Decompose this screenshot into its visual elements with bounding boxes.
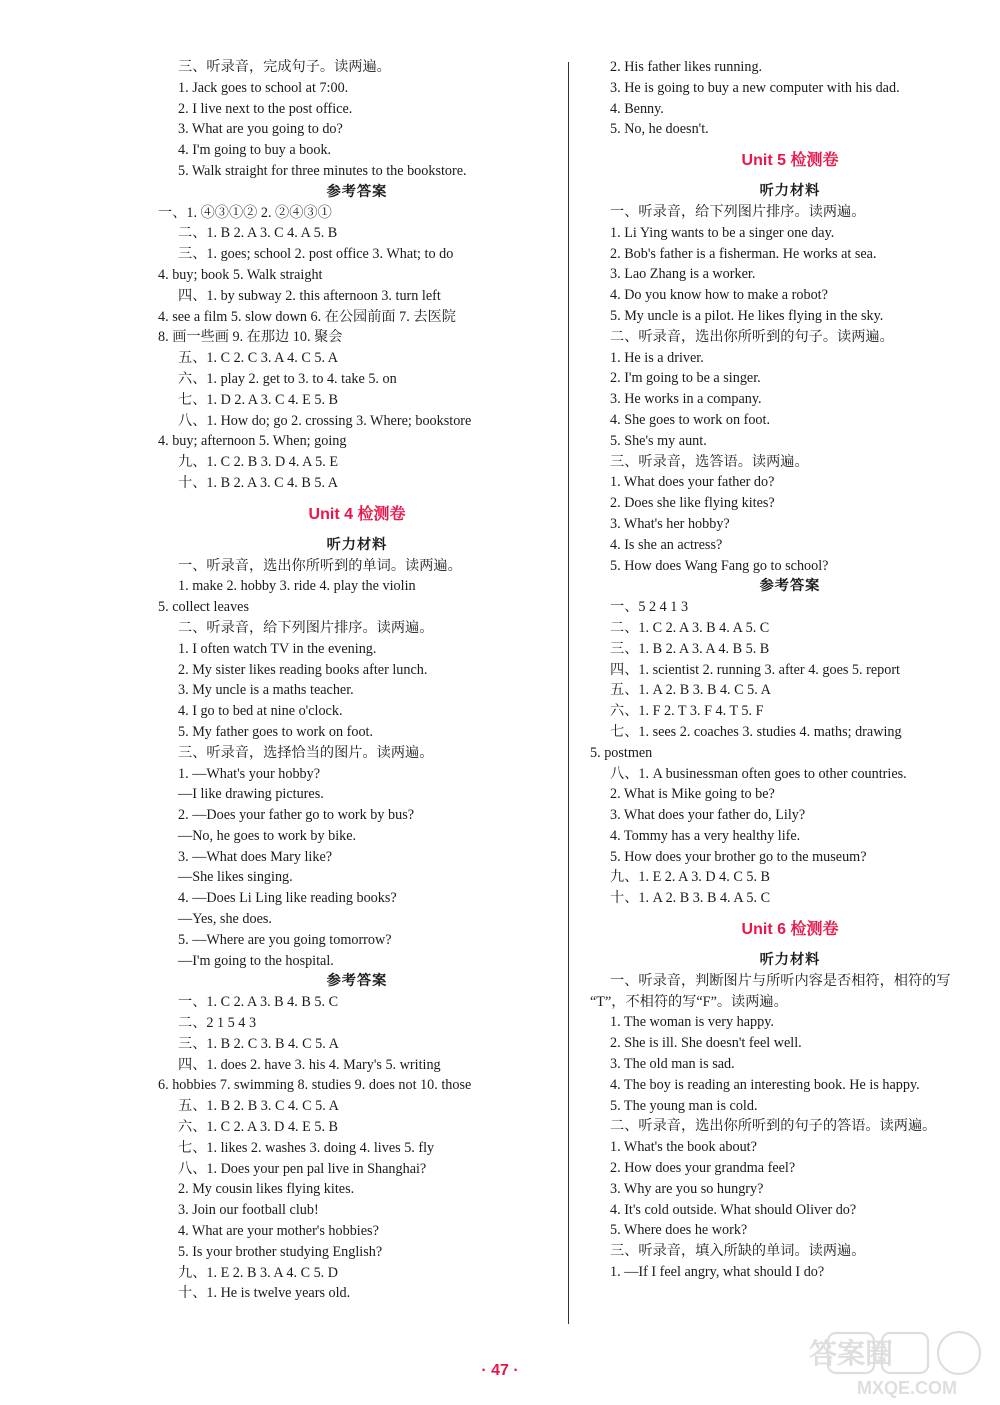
text-line: 六、1. play 2. get to 3. to 4. take 5. on: [178, 370, 397, 387]
section-heading: 听力材料: [759, 952, 821, 969]
text-line: 4. Tommy has a very healthy life.: [610, 827, 801, 844]
text-line: 1. Li Ying wants to be a singer one day.: [610, 224, 835, 241]
text-line: 5. My father goes to work on foot.: [178, 723, 374, 740]
text-line: 3. Join our football club!: [178, 1202, 319, 1219]
text-line: 二、2 1 5 4 3: [178, 1015, 257, 1032]
text-line: 一、听录音，给下列图片排序。读两遍。: [610, 203, 866, 220]
text-line: 3. Lao Zhang is a worker.: [610, 266, 756, 283]
section-heading: 参考答案: [759, 578, 821, 595]
text-line: 2. She is ill. She doesn't feel well.: [610, 1035, 802, 1052]
text-line: —No, he goes to work by bike.: [178, 827, 357, 844]
text-line: 4. The boy is reading an interesting book. He is happy.: [610, 1076, 920, 1093]
text-line: 8. 画一些画 9. 在那边 10. 聚会: [158, 329, 343, 346]
unit-title: Unit 4 检测卷: [308, 505, 406, 523]
text-line: 2. How does your grandma feel?: [610, 1160, 796, 1177]
text-line: 三、1. goes; school 2. post office 3. What; to do: [178, 246, 454, 263]
text-line: 五、1. B 2. B 3. C 4. C 5. A: [178, 1098, 339, 1115]
text-line: 4. She goes to work on foot.: [610, 411, 770, 428]
right-column: [590, 57, 990, 1283]
section-heading: 听力材料: [326, 536, 388, 553]
text-line: 五、1. C 2. C 3. A 4. C 5. A: [178, 350, 339, 367]
text-line: 4. —Does Li Ling like reading books?: [178, 890, 397, 907]
text-line: 5. postmen: [590, 744, 653, 761]
text-line: 三、听录音，填入所缺的单词。读两遍。: [610, 1243, 866, 1260]
text-line: 八、1. How do; go 2. crossing 3. Where; bookstore: [178, 412, 472, 429]
text-line: 1. What does your father do?: [610, 474, 775, 491]
text-line: 六、1. F 2. T 3. F 4. T 5. F: [610, 703, 764, 720]
text-line: 一、听录音，判断图片与所听内容是否相符，相符的写: [610, 972, 951, 989]
section-heading: 参考答案: [326, 973, 388, 990]
text-line: 三、听录音，完成句子。读两遍。: [178, 59, 391, 75]
text-line: 3. What's her hobby?: [610, 515, 730, 532]
watermark-glyph-ring: [938, 1332, 980, 1374]
text-line: 4. buy; book 5. Walk straight: [158, 266, 323, 283]
text-line: 四、1. by subway 2. this afternoon 3. turn left: [178, 287, 441, 304]
text-line: 2. What is Mike going to be?: [610, 786, 775, 803]
text-line: 十、1. B 2. A 3. C 4. B 5. A: [178, 474, 339, 491]
text-line: 1. Jack goes to school at 7:00.: [178, 79, 349, 96]
text-line: 二、1. B 2. A 3. C 4. A 5. B: [178, 225, 338, 242]
text-line: 4. I'm going to buy a book.: [178, 142, 332, 159]
text-line: 2. I live next to the post office.: [178, 100, 353, 117]
text-line: 3. He is going to buy a new computer with his dad.: [610, 79, 900, 96]
text-line: 三、1. B 2. A 3. A 4. B 5. B: [610, 640, 770, 657]
text-line: 4. see a film 5. slow down 6. 在公园前面 7. 去医院: [158, 308, 456, 325]
text-line: 3. What does your father do, Lily?: [610, 807, 806, 824]
text-line: 1. —If I feel angry, what should I do?: [610, 1264, 825, 1281]
text-line: 七、1. D 2. A 3. C 4. E 5. B: [178, 391, 339, 408]
text-line: 4. Benny.: [610, 100, 664, 117]
text-line: 十、1. A 2. B 3. B 4. A 5. C: [610, 890, 771, 907]
text-line: 3. Why are you so hungry?: [610, 1180, 764, 1197]
text-line: 1. —What's your hobby?: [178, 765, 321, 782]
text-line: 5. collect leaves: [158, 599, 249, 616]
text-line: 二、听录音，给下列图片排序。读两遍。: [178, 619, 434, 636]
column-divider: [568, 62, 569, 1324]
text-line: 八、1. A businessman often goes to other countries.: [610, 765, 907, 782]
text-line: 六、1. C 2. A 3. D 4. E 5. B: [178, 1119, 339, 1136]
text-line: 5. How does your brother go to the museum?: [610, 848, 867, 865]
text-line: —I'm going to the hospital.: [178, 952, 334, 969]
page-number: · 47 ·: [481, 1362, 519, 1379]
text-line: 二、听录音，选出你所听到的句子。读两遍。: [610, 328, 894, 345]
left-column: [158, 57, 556, 1304]
text-line: 1. He is a driver.: [610, 349, 704, 366]
text-line: —I like drawing pictures.: [178, 786, 324, 803]
text-line: 4. I go to bed at nine o'clock.: [178, 703, 343, 720]
text-line: 5. No, he doesn't.: [610, 121, 709, 138]
text-line: 九、1. C 2. B 3. D 4. A 5. E: [178, 454, 339, 471]
text-line: 2. I'm going to be a singer.: [610, 370, 761, 387]
text-line: 2. My sister likes reading books after lunch.: [178, 661, 428, 678]
watermark-char-1: 答案圈: [808, 1337, 894, 1370]
text-line: 三、听录音，选择恰当的图片。读两遍。: [178, 744, 434, 761]
text-line: 5. Where does he work?: [610, 1222, 748, 1239]
text-line: 5. How does Wang Fang go to school?: [610, 557, 829, 574]
text-line: 一、1. ④③①② 2. ②④③①: [158, 204, 332, 221]
text-line: 十、1. He is twelve years old.: [178, 1285, 351, 1302]
text-line: 一、听录音，选出你所听到的单词。读两遍。: [178, 557, 462, 574]
text-line: 二、1. C 2. A 3. B 4. A 5. C: [610, 619, 770, 636]
text-line: 七、1. likes 2. washes 3. doing 4. lives 5. fly: [178, 1139, 435, 1156]
text-line: 1. The woman is very happy.: [610, 1014, 774, 1031]
text-line: 4. What are your mother's hobbies?: [178, 1223, 379, 1240]
text-line: 3. He works in a company.: [610, 391, 762, 408]
text-line: 1. What's the book about?: [610, 1139, 757, 1156]
text-line: 1. I often watch TV in the evening.: [178, 640, 377, 657]
text-line: 2. —Does your father go to work by bus?: [178, 807, 415, 824]
text-line: 5. My uncle is a pilot. He likes flying in the sky.: [610, 307, 884, 324]
text-line: 4. Do you know how to make a robot?: [610, 287, 828, 304]
text-line: 一、5 2 4 1 3: [610, 599, 689, 616]
text-line: 五、1. A 2. B 3. B 4. C 5. A: [610, 682, 771, 699]
text-line: 4. buy; afternoon 5. When; going: [158, 433, 347, 450]
text-line: 2. Does she like flying kites?: [610, 495, 775, 512]
text-line: 3. My uncle is a maths teacher.: [178, 682, 354, 699]
text-line: —She likes singing.: [178, 869, 293, 886]
unit-title: Unit 5 检测卷: [741, 152, 839, 170]
text-line: 4. Is she an actress?: [610, 536, 723, 553]
text-line: 2. Bob's father is a fisherman. He works at sea.: [610, 245, 877, 262]
text-line: 2. My cousin likes flying kites.: [178, 1181, 355, 1198]
text-line: 5. —Where are you going tomorrow?: [178, 931, 392, 948]
text-line: 3. —What does Mary like?: [178, 848, 333, 865]
text-line: 1. make 2. hobby 3. ride 4. play the violin: [178, 578, 416, 595]
text-line: 5. Walk straight for three minutes to the bookstore.: [178, 162, 467, 179]
text-line: 4. It's cold outside. What should Oliver do?: [610, 1201, 857, 1218]
text-line: —Yes, she does.: [178, 911, 272, 928]
text-line: 2. His father likes running.: [610, 59, 763, 75]
text-line: 6. hobbies 7. swimming 8. studies 9. does not 10. those: [158, 1077, 472, 1094]
text-line: 5. Is your brother studying English?: [178, 1243, 383, 1260]
unit-title: Unit 6 检测卷: [741, 921, 839, 939]
text-line: 5. She's my aunt.: [610, 432, 707, 449]
text-line: 一、1. C 2. A 3. B 4. B 5. C: [178, 994, 339, 1011]
text-line: 3. What are you going to do?: [178, 121, 343, 138]
text-line: 四、1. does 2. have 3. his 4. Mary's 5. writing: [178, 1056, 441, 1073]
text-line: 九、1. E 2. B 3. A 4. C 5. D: [178, 1264, 339, 1281]
watermark-site-text: MXQE.COM: [856, 1378, 958, 1398]
text-line: 二、听录音，选出你所听到的句子的答语。读两遍。: [610, 1118, 937, 1135]
text-line: 三、听录音，选答语。读两遍。: [610, 453, 809, 470]
section-heading: 参考答案: [326, 183, 388, 200]
text-line: 八、1. Does your pen pal live in Shanghai?: [178, 1160, 427, 1177]
text-line: 七、1. sees 2. coaches 3. studies 4. maths; drawing: [610, 723, 902, 740]
text-line: 三、1. B 2. C 3. B 4. C 5. A: [178, 1035, 339, 1052]
watermark-logo: [808, 1330, 992, 1400]
text-line: 3. The old man is sad.: [610, 1056, 735, 1073]
text-line: 5. The young man is cold.: [610, 1097, 758, 1114]
text-line: “T”，不相符的写“F”。读两遍。: [590, 993, 788, 1010]
text-line: 九、1. E 2. A 3. D 4. C 5. B: [610, 869, 771, 886]
text-line: 四、1. scientist 2. running 3. after 4. goes 5. report: [610, 661, 900, 678]
section-heading: 听力材料: [759, 183, 821, 200]
